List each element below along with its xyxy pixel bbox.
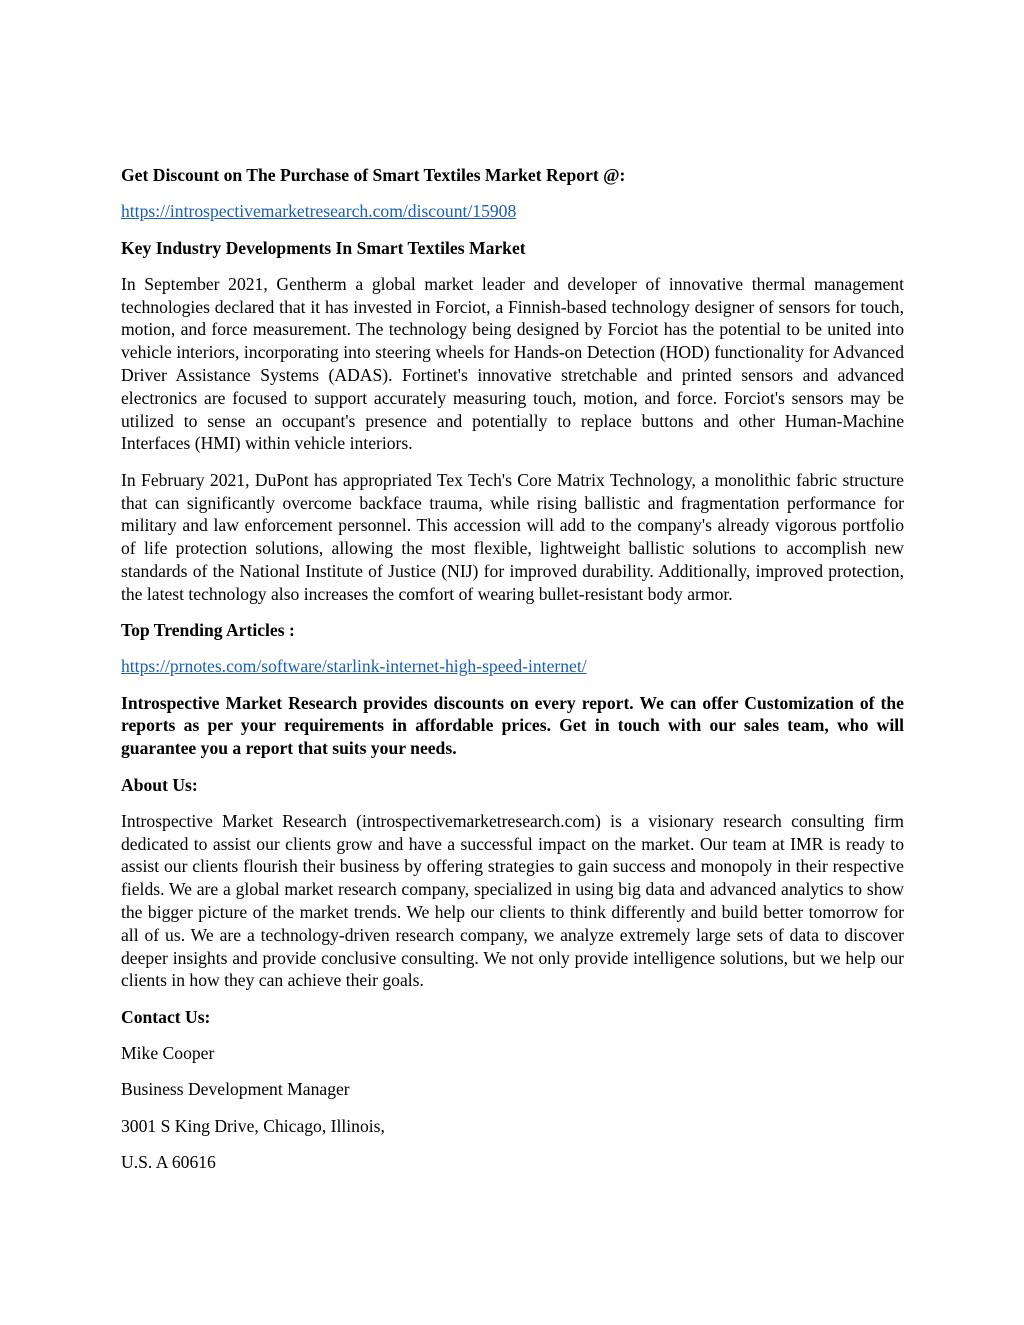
document-page [121,164,904,1187]
developments-paragraph-2: In February 2021, DuPont has appropriated Tex Tech's Core Matrix Technology, a monolithic fabric structure that can significantly overcome backface trauma, while rising ballistic and fragmentation performance for military and law enforcement personnel. This accession will add to the company's already vigorous portfolio of life protection solutions, allowing the most flexible, lightweight ballistic solutions to accomplish new standards of the National Institute of Justice (NIJ) for improved durability. Additionally, improved protection, the latest technology also increases the comfort of wearing bullet-resistant body armor. [121,469,904,604]
contact-title: Business Development Manager [121,1079,350,1100]
promo-paragraph: Introspective Market Research provides discounts on every report. We can offer Customization of the reports as per your requirements in affordable prices. Get in touch with our sales team, who will guarantee you a report that suits your needs. [121,692,904,759]
contact-country: U.S. A 60616 [121,1151,216,1172]
contact-name: Mike Cooper [121,1043,215,1063]
trending-link-row [121,655,904,678]
discount-link-row [121,200,904,223]
about-heading: About Us: [121,774,198,795]
trending-heading: Top Trending Articles : [121,620,295,641]
trending-link[interactable]: https://prnotes.com/software/starlink-internet-high-speed-internet/ [121,656,587,677]
about-paragraph: Introspective Market Research (introspectivemarketresearch.com) is a visionary research consulting firm dedicated to assist our clients grow and have a successful impact on the market. Our team at IMR is ready to assist our clients flourish their business by offering strategies to gain success and monopoly in their respective fields. We are a global market research company, specialized in using big data and advanced analytics to show the bigger picture of the market trends. We help our clients to think differently and build better tomorrow for all of us. We are a technology-driven research company, we analyze extremely large sets of data to discover deeper insights and provide conclusive consulting. We not only provide intelligence solutions, but we help our clients in how they can achieve their goals. [121,810,904,991]
developments-paragraph-1: In September 2021, Gentherm a global market leader and developer of innovative thermal management technologies declared that it has invested in Forciot, a Finnish-based technology designer of sensors for touch, motion, and force measurement. The technology being designed by Forciot has the potential to be united into vehicle interiors, incorporating into steering wheels for Hands-on Detection (HOD) functionality for Advanced Driver Assistance Systems (ADAS). Fortinet's innovative stretchable and printed sensors and advanced electronics are focused to support accurately measuring touch, motion, and force. Forciot's sensors may be utilized to sense an occupant's presence and potentially to replace buttons and other Human-Machine Interfaces (HMI) within vehicle interiors. [121,273,904,454]
developments-heading: Key Industry Developments In Smart Textiles Market [121,237,526,258]
contact-address: 3001 S King Drive, Chicago, Illinois, [121,1115,385,1136]
discount-heading: Get Discount on The Purchase of Smart Textiles Market Report @: [121,165,626,185]
discount-link[interactable]: https://introspectivemarketresearch.com/discount/15908 [121,201,517,222]
contact-heading: Contact Us: [121,1006,211,1027]
